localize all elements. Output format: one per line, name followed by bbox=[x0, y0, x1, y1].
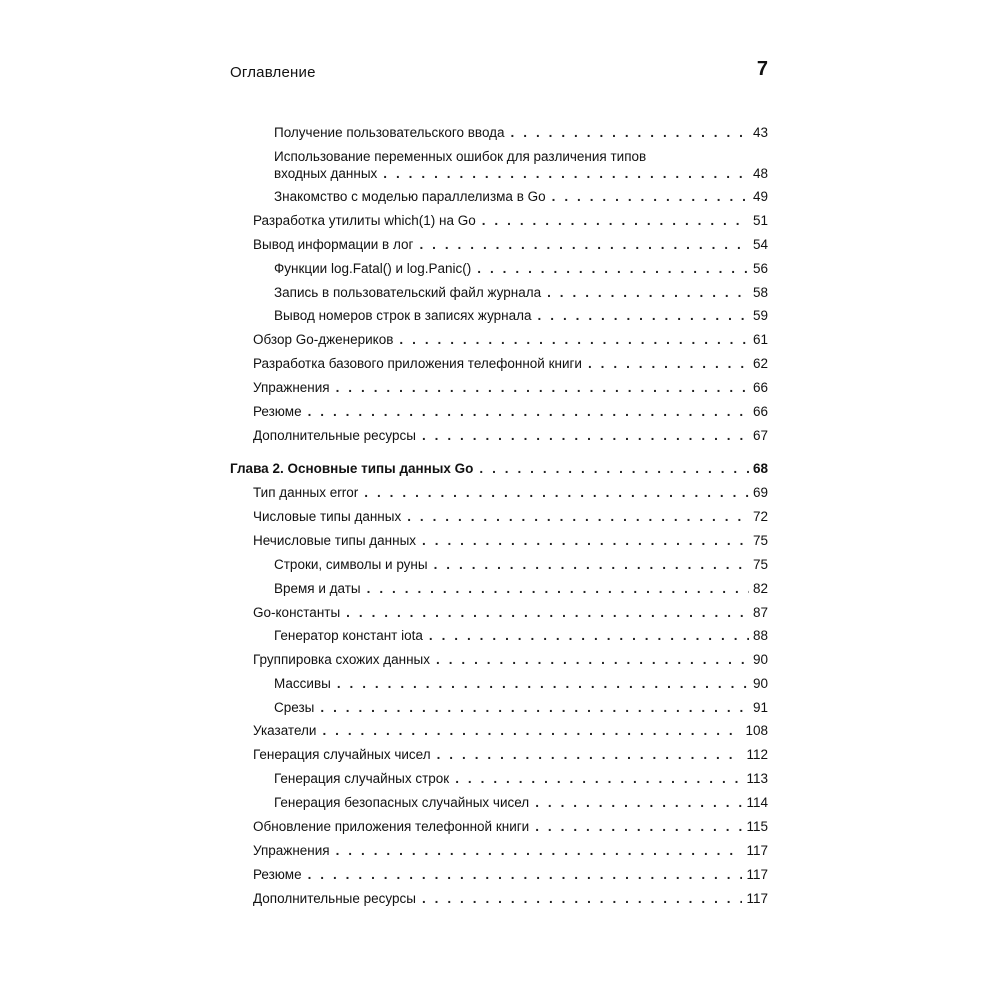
toc-entry bbox=[253, 746, 768, 763]
toc-entry-page: 75 bbox=[752, 533, 768, 548]
dot-leader bbox=[422, 532, 749, 549]
toc-entry bbox=[274, 699, 768, 716]
dot-leader bbox=[434, 556, 749, 573]
toc-entry-page: 67 bbox=[752, 428, 768, 443]
toc-entry bbox=[253, 722, 768, 739]
toc-entry-title: Указатели bbox=[253, 723, 317, 738]
dot-leader bbox=[422, 890, 743, 907]
toc-entry bbox=[253, 651, 768, 668]
toc-entry-title: Упражнения bbox=[253, 843, 330, 858]
dot-leader bbox=[336, 379, 749, 396]
toc-entry-title: Группировка схожих данных bbox=[253, 652, 430, 667]
dot-leader bbox=[322, 722, 741, 739]
toc-entry-title: Запись в пользовательский файл журнала bbox=[274, 285, 542, 300]
toc-entry-page: 112 bbox=[746, 747, 768, 762]
toc-entry-page: 90 bbox=[752, 676, 768, 691]
toc-entry-page: 49 bbox=[752, 189, 768, 204]
dot-leader bbox=[436, 651, 749, 668]
dot-leader bbox=[477, 260, 749, 277]
toc-entry-title: Строки, символы и руны bbox=[274, 557, 428, 572]
toc-entry bbox=[253, 427, 768, 444]
toc-entry bbox=[274, 794, 768, 811]
dot-leader bbox=[437, 746, 743, 763]
toc-entry-title: Обновление приложения телефонной книги bbox=[253, 819, 530, 834]
toc-entry bbox=[253, 403, 768, 420]
toc-entry bbox=[274, 675, 768, 692]
toc-entry-title-line1: Использование переменных ошибок для различения типов bbox=[274, 149, 647, 164]
toc-entry-page: 82 bbox=[752, 581, 768, 596]
dot-leader bbox=[547, 284, 749, 301]
toc-entry-title: Массивы bbox=[274, 676, 331, 691]
toc-entry bbox=[274, 556, 768, 573]
toc-entry-page: 117 bbox=[746, 843, 768, 858]
dot-leader bbox=[320, 699, 749, 716]
dot-leader bbox=[588, 355, 749, 372]
toc-entry-page: 117 bbox=[746, 867, 768, 882]
toc-entry bbox=[274, 188, 768, 205]
toc-entry bbox=[253, 331, 768, 348]
dot-leader bbox=[535, 818, 742, 835]
toc-entry bbox=[253, 866, 768, 883]
toc-entry-page: 90 bbox=[752, 652, 768, 667]
toc-entry bbox=[274, 307, 768, 324]
toc-entry-title: Вывод информации в лог bbox=[253, 237, 414, 252]
toc-entry-page: 108 bbox=[745, 723, 768, 738]
toc-entry bbox=[253, 508, 768, 525]
dot-leader bbox=[367, 580, 749, 597]
toc-entry-title: Тип данных error bbox=[253, 485, 359, 500]
dot-leader bbox=[308, 403, 749, 420]
dot-leader bbox=[429, 627, 749, 644]
dot-leader bbox=[479, 460, 749, 477]
toc-entry bbox=[253, 379, 768, 396]
toc-entry-page: 43 bbox=[752, 125, 768, 140]
toc-entry-page: 113 bbox=[746, 771, 768, 786]
toc-entry bbox=[274, 165, 768, 182]
toc-entry-page: 56 bbox=[752, 261, 768, 276]
dot-leader bbox=[552, 188, 749, 205]
toc-entry-title: Обзор Go-дженериков bbox=[253, 332, 394, 347]
toc-entry bbox=[274, 627, 768, 644]
toc-entry-title: Резюме bbox=[253, 404, 302, 419]
toc-entry bbox=[253, 890, 768, 907]
toc-entry bbox=[253, 355, 768, 372]
toc-entry-page: 91 bbox=[752, 700, 768, 715]
dot-leader bbox=[364, 484, 749, 501]
toc-entry-page: 75 bbox=[752, 557, 768, 572]
toc-entry-title: Упражнения bbox=[253, 380, 330, 395]
toc-entry-title: входных данных bbox=[274, 166, 378, 181]
toc-entry-title: Срезы bbox=[274, 700, 315, 715]
toc-entry-title: Глава 2. Основные типы данных Go bbox=[230, 461, 474, 476]
toc-entry-page: 66 bbox=[752, 380, 768, 395]
toc-entry-title: Генерация случайных строк bbox=[274, 771, 450, 786]
dot-leader bbox=[399, 331, 749, 348]
dot-leader bbox=[535, 794, 742, 811]
dot-leader bbox=[538, 307, 749, 324]
toc-entry-page: 51 bbox=[752, 213, 768, 228]
toc-entry-page: 58 bbox=[752, 285, 768, 300]
toc-entry bbox=[274, 260, 768, 277]
toc-chapter-entry bbox=[230, 460, 768, 477]
toc-entry-page: 62 bbox=[752, 356, 768, 371]
toc-entry-title: Резюме bbox=[253, 867, 302, 882]
toc-entry bbox=[253, 842, 768, 859]
toc-entry-page: 61 bbox=[752, 332, 768, 347]
toc-entry bbox=[253, 212, 768, 229]
toc-entry-page: 69 bbox=[752, 485, 768, 500]
toc-entry-title: Дополнительные ресурсы bbox=[253, 891, 416, 906]
toc-entry-title: Генерация случайных чисел bbox=[253, 747, 431, 762]
toc-entry-page: 72 bbox=[752, 509, 768, 524]
dot-leader bbox=[455, 770, 742, 787]
dot-leader bbox=[422, 427, 749, 444]
dot-leader bbox=[419, 236, 749, 253]
toc-entry-page: 48 bbox=[752, 166, 768, 181]
dot-leader bbox=[337, 675, 749, 692]
toc-entry bbox=[253, 532, 768, 549]
toc-entry bbox=[274, 124, 768, 141]
running-header-title: Оглавление bbox=[230, 64, 316, 81]
toc-entry-page: 66 bbox=[752, 404, 768, 419]
toc-entry bbox=[274, 770, 768, 787]
toc-entry-title: Нечисловые типы данных bbox=[253, 533, 417, 548]
toc-entry-title: Разработка утилиты which(1) на Go bbox=[253, 213, 476, 228]
dot-leader bbox=[511, 124, 749, 141]
toc-entry bbox=[274, 284, 768, 301]
toc-entry-title: Генератор констант iota bbox=[274, 628, 423, 643]
dot-leader bbox=[308, 866, 743, 883]
toc-entry-title: Время и даты bbox=[274, 581, 361, 596]
dot-leader bbox=[346, 604, 749, 621]
toc-entry-page: 88 bbox=[752, 628, 768, 643]
toc-entry bbox=[253, 484, 768, 501]
toc-entry bbox=[274, 580, 768, 597]
dot-leader bbox=[407, 508, 749, 525]
toc-entry-page: 87 bbox=[752, 605, 768, 620]
toc-entry-title: Получение пользовательского ввода bbox=[274, 125, 505, 140]
toc-entry-page: 114 bbox=[746, 795, 768, 810]
dot-leader bbox=[336, 842, 743, 859]
toc-entry-page: 54 bbox=[752, 237, 768, 252]
toc-entry-title: Числовые типы данных bbox=[253, 509, 402, 524]
toc-entry bbox=[253, 236, 768, 253]
toc-entry-title: Вывод номеров строк в записях журнала bbox=[274, 308, 532, 323]
toc-entry-title: Разработка базового приложения телефонной книги bbox=[253, 356, 582, 371]
toc-entry-page: 68 bbox=[752, 461, 768, 476]
dot-leader bbox=[383, 165, 749, 182]
toc-entry-page: 117 bbox=[746, 891, 768, 906]
toc-entry-title: Дополнительные ресурсы bbox=[253, 428, 416, 443]
toc-entry bbox=[253, 604, 768, 621]
toc-entry-title: Генерация безопасных случайных чисел bbox=[274, 795, 530, 810]
toc-entry-page: 59 bbox=[752, 308, 768, 323]
toc-entry-title: Знакомство с моделью параллелизма в Go bbox=[274, 189, 546, 204]
toc-entry bbox=[253, 818, 768, 835]
toc-entry-title: Go-константы bbox=[253, 605, 341, 620]
toc-entry-page: 115 bbox=[746, 819, 768, 834]
page-number: 7 bbox=[756, 58, 768, 80]
dot-leader bbox=[482, 212, 749, 229]
toc-entry-title: Функции log.Fatal() и log.Panic() bbox=[274, 261, 472, 276]
